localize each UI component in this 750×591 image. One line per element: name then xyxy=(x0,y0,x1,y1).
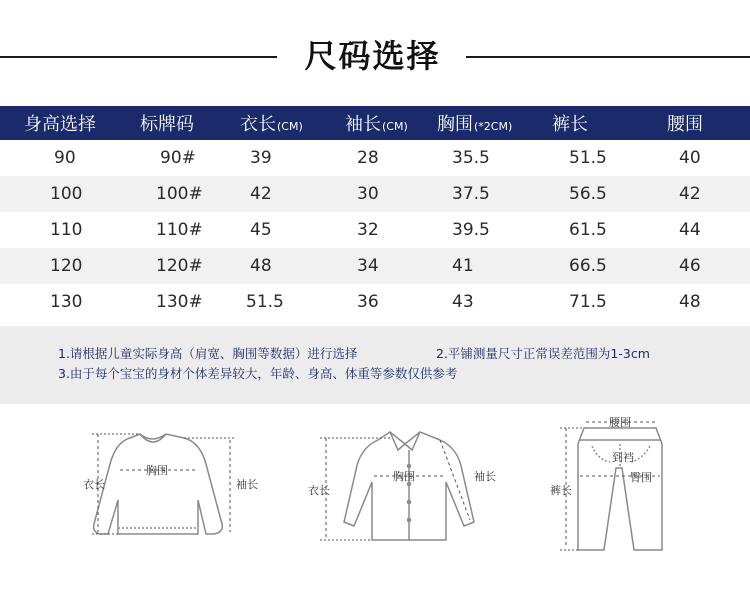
shirt-sleeve-label: 袖长 xyxy=(474,470,496,483)
cell-height: 130 xyxy=(50,292,83,312)
cell-pants-length: 61.5 xyxy=(569,220,607,240)
cell-height: 110 xyxy=(50,220,83,240)
cell-waist: 42 xyxy=(679,184,701,204)
cell-chest: 43 xyxy=(452,292,474,312)
cell-pants-length: 66.5 xyxy=(569,256,607,276)
cell-sleeve: 34 xyxy=(357,256,379,276)
size-table xyxy=(0,106,750,320)
pants-length-label: 裤长 xyxy=(550,484,572,497)
shirt-chest-dimension xyxy=(374,469,444,483)
cell-pants-length: 71.5 xyxy=(569,292,607,312)
cell-sleeve: 30 xyxy=(357,184,379,204)
cell-chest: 39.5 xyxy=(452,220,490,240)
cell-waist: 44 xyxy=(679,220,701,240)
cell-length: 42 xyxy=(250,184,272,204)
note-1: 1.请根据儿童实际身高（肩宽、胸围等数据）进行选择 xyxy=(58,346,358,361)
shirt-chest-label: 胸围 xyxy=(393,470,415,483)
table-row xyxy=(0,248,750,284)
cell-length: 48 xyxy=(250,256,272,276)
note-3: 3.由于每个宝宝的身材个体差异较大，年龄、身高、体重等参数仅供参考 xyxy=(58,366,458,381)
cell-waist: 48 xyxy=(679,292,701,312)
cell-sleeve: 36 xyxy=(357,292,379,312)
sweater-chest-label: 胸围 xyxy=(146,464,168,477)
note-2: 2.平铺测量尺寸正常误差范围为1-3cm xyxy=(436,346,650,361)
cell-waist: 46 xyxy=(679,256,701,276)
cell-sleeve: 28 xyxy=(357,148,379,168)
pants-diagram xyxy=(578,428,662,550)
measurement-diagrams xyxy=(0,404,750,591)
title-divider-right xyxy=(466,56,750,58)
cell-pants-length: 51.5 xyxy=(569,148,607,168)
sweater-length-label: 衣长 xyxy=(83,478,105,491)
sweater-length-dimension xyxy=(83,434,140,534)
table-row xyxy=(0,140,750,176)
table-row xyxy=(0,176,750,212)
cell-height: 90 xyxy=(54,148,76,168)
pants-hip-label: 臀围 xyxy=(630,471,652,484)
pants-crotch-dimension xyxy=(612,444,634,466)
cell-pants-length: 56.5 xyxy=(569,184,607,204)
sweater-diagram xyxy=(94,434,223,534)
cell-tag-size: 90# xyxy=(160,148,196,168)
shirt-length-label: 衣长 xyxy=(308,484,330,497)
cell-chest: 41 xyxy=(452,256,474,276)
header-tag-size: 标牌码 xyxy=(140,114,194,135)
sweater-sleeve-label: 袖长 xyxy=(236,478,258,491)
size-notes xyxy=(0,326,750,404)
pants-hip-dimension xyxy=(580,471,660,484)
title-divider-left xyxy=(0,56,277,58)
header-waist: 腰围 xyxy=(667,114,703,135)
header-pants-length: 裤长 xyxy=(552,114,588,135)
shirt-sleeve-dimension xyxy=(440,440,496,520)
cell-height: 100 xyxy=(50,184,83,204)
pants-waist-label: 腰围 xyxy=(609,416,631,429)
table-row xyxy=(0,284,750,320)
pants-length-dimension xyxy=(550,428,584,550)
cell-tag-size: 100# xyxy=(156,184,203,204)
cell-height: 120 xyxy=(50,256,83,276)
sweater-chest-dimension xyxy=(120,463,196,477)
table-row xyxy=(0,212,750,248)
header-chest: 胸围 (*2CM) xyxy=(437,114,513,135)
cell-sleeve: 32 xyxy=(357,220,379,240)
cell-tag-size: 120# xyxy=(156,256,203,276)
title-band xyxy=(0,0,750,106)
page-title: 尺码选择 xyxy=(304,37,441,75)
cell-chest: 35.5 xyxy=(452,148,490,168)
cell-length: 51.5 xyxy=(246,292,284,312)
measurement-illustrations xyxy=(0,404,750,591)
cell-tag-size: 110# xyxy=(156,220,203,240)
shirt-diagram xyxy=(344,432,474,540)
cell-length: 39 xyxy=(250,148,272,168)
cell-chest: 37.5 xyxy=(452,184,490,204)
cell-tag-size: 130# xyxy=(156,292,203,312)
table-header xyxy=(0,106,750,140)
header-length: 衣长 (CM) xyxy=(240,114,303,135)
cell-waist: 40 xyxy=(679,148,701,168)
cell-length: 45 xyxy=(250,220,272,240)
header-sleeve: 袖长 (CM) xyxy=(345,114,408,135)
pants-waist-dimension xyxy=(586,416,656,429)
header-height: 身高选择 xyxy=(24,114,96,135)
pants-crotch-label: 到裆 xyxy=(612,451,634,464)
